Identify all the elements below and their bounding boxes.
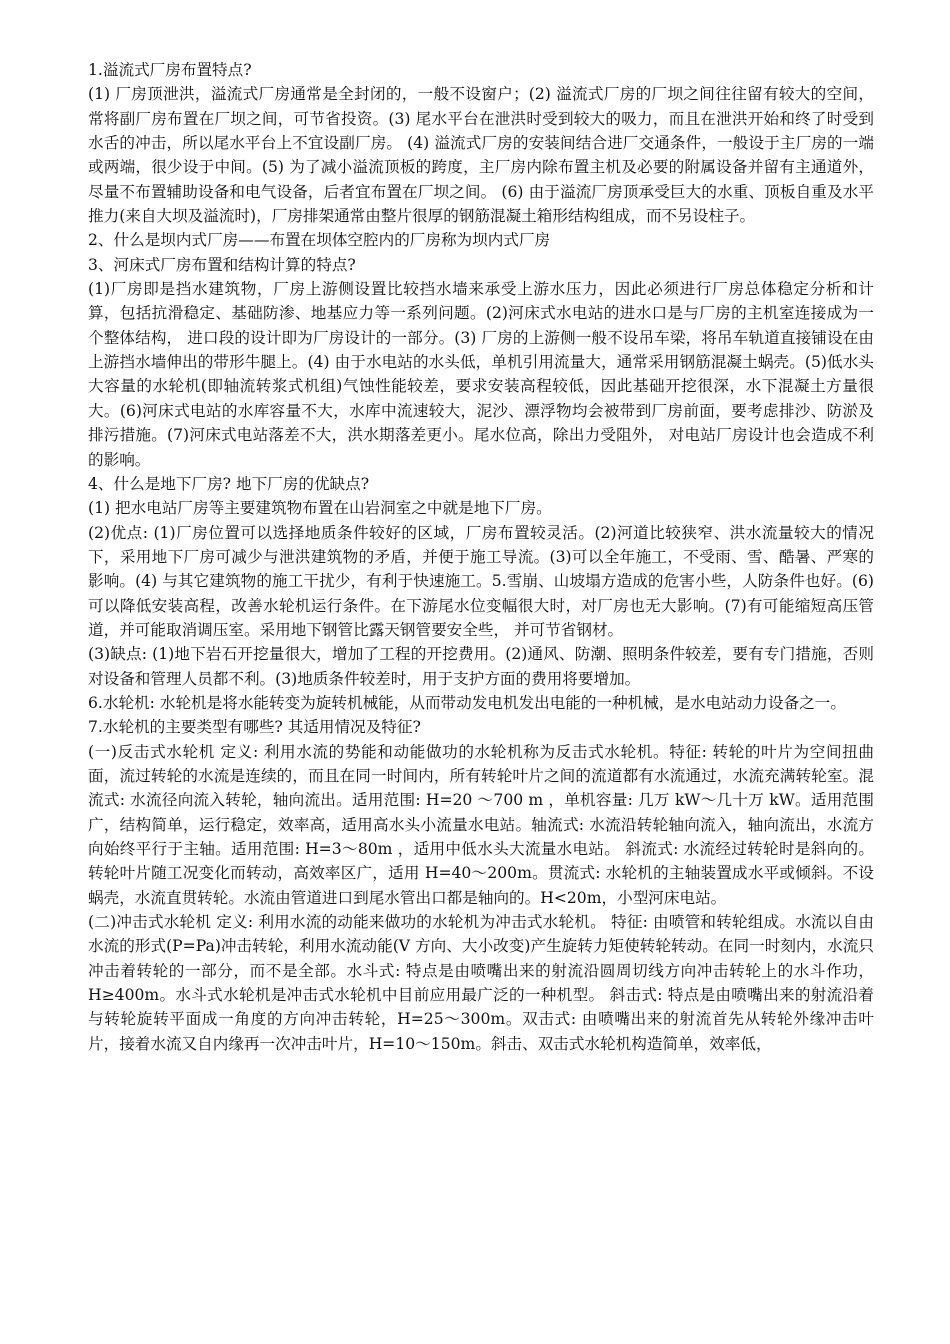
- answer-q7-reaction-turbine: (一)反击式水轮机 定义: 利用水流的势能和动能做功的水轮机称为反击式水轮机。特征: 转轮的叶片为空间扭曲面，流过转轮的水流是连续的，而且在同一时间内，所有转轮叶片之间的流道都有水流通过，水流充满转轮室。混流式: 水流径向流入转轮，轴向流出。适用范围: H=20 ～700 m ，单机容量: 几万 kW～几十万 kW。适用范围广，结构简单，运行稳定，效率高，适用高水头小流量水电站。轴流式: 水流沿转轮轴向流入，轴向流出，水流方向始终平行于主轴。适用范围: H=3～80m ，适用中低水头大流量水电站。 斜流式: 水流经过转轮时是斜向的。转轮叶片随工况变化而转动，高效率区广，适用 H=40～200m。贯流式: 水轮机的主轴装置成水平或倾斜。不设蜗壳，水流直贯转轮。水流由管道进口到尾水管出口都是轴向的。H<20m，小型河床电站。: [88, 742, 874, 907]
- answer-q4-advantages: (2)优点: (1)厂房位置可以选择地质条件较好的区域，厂房布置较灵活。(2)河道比较狭窄、洪水流量较大的情况下，采用地下厂房可减少与泄洪建筑物的矛盾，并便于施工导流。(3)可以全年施工，不受雨、雪、酷暑、严寒的影响。(4) 与其它建筑物的施工干扰少，有利于快速施工。5.雪崩、山坡塌方造成的危害小些，人防条件也好。(6)可以降低安装高程，改善水轮机运行条件。在下游尾水位变幅很大时，对厂房也无大影响。(7)有可能缩短高压管道，并可能取消调压室。采用地下钢管比露天钢管要安全些， 并可节省钢材。: [88, 523, 874, 639]
- answer-q4-definition: (1) 把水电站厂房等主要建筑物布置在山岩洞室之中就是地下厂房。: [88, 499, 552, 518]
- heading-q3: 3、河床式厂房布置和结构计算的特点?: [88, 255, 356, 274]
- heading-q2: 2、什么是坝内式厂房——布置在坝体空腔内的厂房称为坝内式厂房: [88, 231, 551, 250]
- document-page: [88, 58, 874, 1056]
- heading-q4: 4、什么是地下厂房? 地下厂房的优缺点?: [88, 474, 370, 493]
- answer-q6: 6.水轮机: 水轮机是将水能转变为旋转机械能，从而带动发电机发出电能的一种机械，是水电站动力设备之一。: [88, 693, 846, 712]
- heading-q7: 7.水轮机的主要类型有哪些? 其适用情况及特征?: [88, 718, 421, 737]
- answer-q1: (1) 厂房顶泄洪，溢流式厂房通常是全封闭的，一般不设窗户；(2) 溢流式厂房的厂坝之间往往留有较大的空间，常将副厂房布置在厂坝之间，可节省投资。(3) 尾水平台在泄洪时受到较大的吸力，而且在泄洪开始和终了时受到水舌的冲击，所以尾水平台上不宜设副厂房。 (4) 溢流式厂房的安装间结合进厂交通条件，一般设于主厂房的一端或两端，很少设于中间。(5) 为了减小溢流顶板的跨度，主厂房内除布置主机及必要的附属设备并留有主通道外，尽量不布置辅助设备和电气设备，后者宜布置在厂坝之间。 (6) 由于溢流厂房顶承受巨大的水重、顶板自重及水平推力(来自大坝及溢流时)，厂房排架通常由整片很厚的钢筋混凝土箱形结构组成，而不另设柱子。: [88, 85, 874, 226]
- answer-q7-impulse-turbine: (二)冲击式水轮机 定义: 利用水流的动能来做功的水轮机为冲击式水轮机。 特征: 由喷管和转轮组成。水流以自由水流的形式(P=Pa)冲击转轮，利用水流动能(V 方向、大小改变)产生旋转力矩使转轮转动。在同一时刻内，水流只冲击着转轮的一部分，而不是全部。水斗式: 特点是由喷嘴出来的射流沿圆周切线方向冲击转轮上的水斗作功，H≥400m。水斗式水轮机是冲击式水轮机中目前应用最广泛的一种机型。 斜击式: 特点是由喷嘴出来的射流沿着与转轮旋转平面成一角度的方向冲击转轮，H=25～300m。双击式: 由喷嘴出来的射流首先从转轮外缘冲击叶片，接着水流又自内缘再一次冲击叶片，H=10～150m。斜击、双击式水轮机构造简单，效率低，: [88, 913, 874, 1053]
- answer-q3: (1)厂房即是挡水建筑物，厂房上游侧设置比较挡水墙来承受上游水压力，因此必须进行厂房总体稳定分析和计算，包括抗滑稳定、基础防渗、地基应力等一系列问题。(2)河床式水电站的进水口是与厂房的主机室连接成为一个整体结构， 进口段的设计即为厂房设计的一部分。(3) 厂房的上游侧一般不设吊车梁，将吊车轨道直接铺设在由上游挡水墙伸出的带形牛腿上。(4) 由于水电站的水头低，单机引用流量大，通常采用钢筋混凝土蜗壳。(5)低水头大容量的水轮机(即轴流转浆式机组)气蚀性能较差，要求安装高程较低，因此基础开挖很深，水下混凝土方量很大。(6)河床式电站的水库容量不大，水库中流速较大，泥沙、漂浮物均会被带到厂房前面，要考虑排沙、防淤及排污措施。(7)河床式电站落差不大，洪水期落差更小。尾水位高，除出力受阻外， 对电站厂房设计也会造成不利的影响。: [88, 280, 874, 469]
- heading-q1: 1.溢流式厂房布置特点?: [88, 61, 252, 79]
- answer-q4-disadvantages: (3)缺点: (1)地下岩石开挖量很大，增加了工程的开挖费用。(2)通风、防潮、照明条件较差，要有专门措施，否则对设备和管理人员都不利。(3)地质条件较差时，用于支护方面的费用将要增加。: [88, 645, 874, 688]
